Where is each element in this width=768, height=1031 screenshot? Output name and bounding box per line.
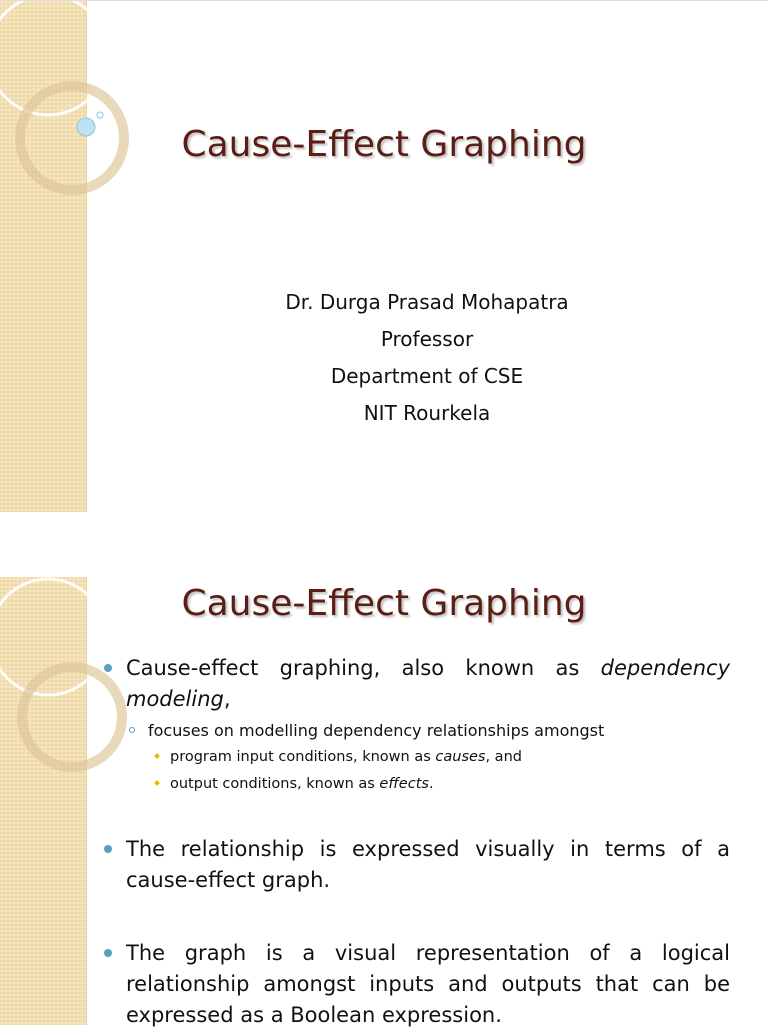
slide-title: Cause-Effect Graphing xyxy=(181,124,587,165)
ring-bullet-icon xyxy=(129,727,135,733)
decorative-strip xyxy=(0,577,87,1025)
author-name: Dr. Durga Prasad Mohapatra xyxy=(285,290,569,314)
diamond-bullet-icon xyxy=(154,780,160,786)
author-institute: NIT Rourkela xyxy=(363,401,491,425)
bullet-icon xyxy=(104,664,112,672)
author-department: Department of CSE xyxy=(330,364,524,388)
list-item: Cause-effect graphing, also known as dependency modeling, xyxy=(100,653,730,715)
bullet-icon xyxy=(104,845,112,853)
list-item: output conditions, known as effects. xyxy=(100,771,730,798)
list-item: The graph is a visual representation of a logical relationship amongst inputs and outputs that can be expressed as a Boolean expression. xyxy=(100,938,730,1031)
slide-title: Cause-Effect Graphing xyxy=(181,583,587,624)
diamond-bullet-icon xyxy=(154,753,160,759)
bullet-list xyxy=(100,653,730,1031)
bullet-icon xyxy=(104,949,112,957)
list-item: The relationship is expressed visually in terms of a cause-effect graph. xyxy=(100,834,730,896)
list-item: program input conditions, known as causes, and xyxy=(100,744,730,771)
list-item: focuses on modelling dependency relationships amongst xyxy=(100,718,730,744)
author-position: Professor xyxy=(380,327,474,351)
